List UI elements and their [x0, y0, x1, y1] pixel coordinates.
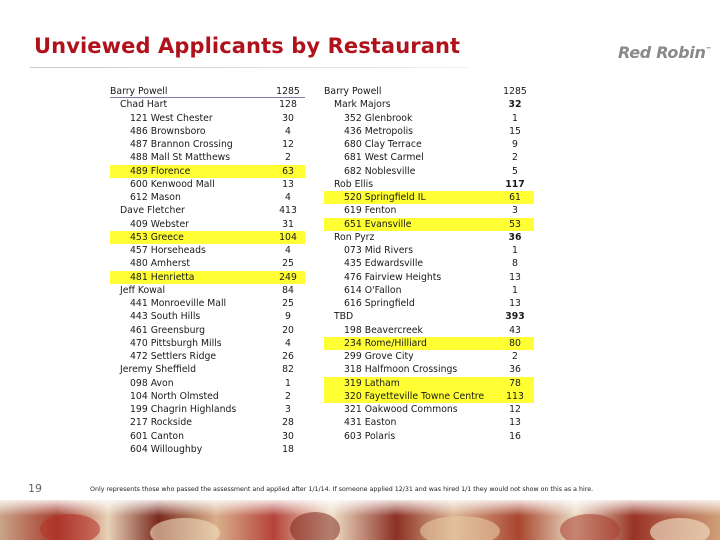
- row-name: 520 Springfield IL: [344, 192, 426, 203]
- restaurant-row: [324, 204, 624, 217]
- row-name: 472 Settlers Ridge: [130, 351, 217, 362]
- manager-row: [324, 178, 624, 191]
- row-count: 43: [509, 324, 521, 336]
- title-divider: [30, 67, 468, 68]
- row-count: 63: [282, 165, 294, 177]
- row-count: 13: [509, 298, 521, 309]
- row-name: 198 Beavercreek: [344, 324, 423, 336]
- row-count: 2: [285, 390, 291, 402]
- row-name: 651 Evansville: [344, 218, 412, 230]
- row-count: 117: [505, 178, 525, 190]
- restaurant-row: [324, 324, 624, 337]
- row-name: 409 Webster: [130, 218, 189, 230]
- row-name: 681 West Carmel: [344, 152, 424, 164]
- row-name: 600 Kenwood Mall: [130, 178, 215, 190]
- restaurant-row: [324, 112, 624, 125]
- row-count: 20: [282, 324, 294, 336]
- restaurant-row: [110, 165, 305, 178]
- restaurant-row: [110, 443, 410, 456]
- row-count: 30: [282, 430, 294, 442]
- row-name: 436 Metropolis: [344, 125, 413, 137]
- row-name: 319 Latham: [344, 377, 400, 389]
- row-name: 121 West Chester: [130, 112, 213, 124]
- restaurant-row: [324, 165, 624, 178]
- row-name: 098 Avon: [130, 377, 174, 389]
- row-count: 13: [282, 178, 294, 190]
- restaurant-row: [110, 271, 305, 284]
- row-name: Mark Majors: [334, 99, 391, 111]
- row-count: 12: [282, 139, 294, 150]
- brand-logo: [618, 43, 711, 62]
- row-name: 614 O'Fallon: [344, 284, 402, 296]
- restaurant-row: [110, 231, 305, 244]
- row-count: 113: [506, 390, 524, 402]
- row-count: 104: [279, 231, 297, 243]
- row-count: 3: [512, 205, 518, 217]
- row-count: 4: [285, 125, 291, 137]
- row-name: Chad Hart: [120, 99, 168, 111]
- footer-photo-band: [0, 500, 720, 540]
- row-name: 488 Mall St Matthews: [130, 152, 231, 164]
- page-title: Unviewed Applicants by Restaurant: [34, 34, 461, 58]
- restaurant-row: [324, 138, 624, 151]
- row-count: 82: [282, 364, 294, 376]
- logo-text: Red Robin: [618, 43, 706, 62]
- row-count: 78: [509, 377, 521, 389]
- row-name: Barry Powell: [324, 86, 382, 97]
- row-count: 393: [505, 311, 525, 323]
- row-name: 318 Halfmoon Crossings: [344, 364, 458, 376]
- row-count: 13: [509, 417, 521, 429]
- row-name: 320 Fayetteville Towne Centre: [344, 390, 485, 402]
- row-count: 31: [282, 218, 294, 230]
- restaurant-row: [324, 218, 534, 231]
- manager-row: [324, 310, 624, 323]
- footer-decor: [650, 518, 710, 540]
- row-count: 9: [512, 139, 518, 150]
- row-name: 486 Brownsboro: [130, 125, 206, 137]
- row-name: 234 Rome/Hilliard: [344, 337, 427, 349]
- row-count: 25: [282, 258, 294, 270]
- restaurant-row: [324, 430, 624, 443]
- row-count: 32: [508, 99, 522, 111]
- restaurant-row: [324, 151, 624, 164]
- row-count: 1: [512, 112, 518, 124]
- row-name: 603 Polaris: [344, 430, 396, 442]
- row-name: TBD: [334, 311, 354, 323]
- footer-decor: [150, 518, 220, 540]
- row-count: 2: [285, 152, 291, 164]
- restaurant-row: [324, 244, 624, 257]
- row-name: 457 Horseheads: [130, 245, 206, 256]
- row-count: 4: [285, 337, 291, 349]
- row-name: Jeff Kowal: [120, 284, 166, 296]
- manager-row: [324, 98, 624, 111]
- row-name: 616 Springfield: [344, 298, 415, 309]
- restaurant-row: [324, 377, 534, 390]
- row-name: 073 Mid Rivers: [344, 245, 414, 256]
- row-count: 36: [508, 231, 522, 243]
- logo-trademark: ™: [705, 46, 712, 54]
- row-count: 12: [509, 404, 521, 415]
- restaurant-row: [324, 390, 534, 403]
- row-count: 13: [509, 271, 521, 283]
- slide-number: 19: [28, 482, 42, 495]
- row-count: 28: [282, 417, 294, 429]
- restaurant-row: [324, 403, 624, 416]
- row-name: 461 Greensburg: [130, 324, 206, 336]
- row-name: 217 Rockside: [130, 417, 192, 429]
- row-count: 61: [509, 192, 521, 203]
- applicants-list-right: [324, 85, 624, 443]
- row-count: 128: [279, 99, 297, 111]
- row-count: 15: [509, 125, 521, 137]
- row-name: 604 Willoughby: [130, 443, 203, 455]
- row-count: 16: [509, 430, 521, 442]
- row-name: Jeremy Sheffield: [120, 364, 197, 376]
- row-name: 453 Greece: [130, 231, 184, 243]
- row-count: 1: [285, 377, 291, 389]
- row-name: Barry Powell: [110, 86, 168, 97]
- row-name: 680 Clay Terrace: [344, 139, 422, 150]
- row-count: 1285: [276, 86, 300, 97]
- row-count: 84: [282, 284, 294, 296]
- row-name: 352 Glenbrook: [344, 112, 413, 124]
- row-name: Rob Ellis: [334, 178, 374, 190]
- footer-decor: [40, 514, 100, 540]
- restaurant-row: [324, 284, 624, 297]
- row-count: 5: [512, 165, 518, 177]
- row-name: 431 Easton: [344, 417, 397, 429]
- director-row: [324, 85, 624, 98]
- row-count: 1285: [503, 86, 527, 97]
- row-count: 18: [282, 443, 294, 455]
- row-count: 3: [285, 404, 291, 415]
- row-count: 80: [509, 337, 521, 349]
- row-name: 487 Brannon Crossing: [130, 139, 233, 150]
- row-count: 30: [282, 112, 294, 124]
- row-name: 441 Monroeville Mall: [130, 298, 227, 309]
- row-count: 2: [512, 152, 518, 164]
- footer-decor: [560, 514, 620, 540]
- row-name: 470 Pittsburgh Mills: [130, 337, 222, 349]
- row-count: 1: [512, 284, 518, 296]
- restaurant-row: [324, 271, 624, 284]
- restaurant-row: [324, 191, 534, 204]
- row-count: 1: [512, 245, 518, 256]
- row-name: 199 Chagrin Highlands: [130, 404, 237, 415]
- row-count: 4: [285, 245, 291, 256]
- row-count: 26: [282, 351, 294, 362]
- row-name: 489 Florence: [130, 165, 191, 177]
- row-name: 619 Fenton: [344, 205, 397, 217]
- row-name: 443 South Hills: [130, 311, 201, 323]
- restaurant-row: [324, 297, 624, 310]
- row-count: 9: [285, 311, 291, 323]
- manager-row: [324, 231, 624, 244]
- row-name: 601 Canton: [130, 430, 185, 442]
- row-name: 480 Amherst: [130, 258, 191, 270]
- row-name: 104 North Olmsted: [130, 390, 219, 402]
- restaurant-row: [324, 350, 624, 363]
- row-count: 25: [282, 298, 294, 309]
- row-name: 435 Edwardsville: [344, 258, 424, 270]
- row-count: 36: [509, 364, 521, 376]
- row-name: 299 Grove City: [344, 351, 414, 362]
- row-name: 476 Fairview Heights: [344, 271, 442, 283]
- footnote: Only represents those who passed the assessment and applied after 1/1/14. If someone applied 12/31 and was hired 1/1 they would not show on this as a hire.: [90, 486, 594, 493]
- row-name: Ron Pyrz: [334, 231, 375, 243]
- row-name: 321 Oakwood Commons: [344, 404, 458, 415]
- restaurant-row: [324, 416, 624, 429]
- restaurant-row: [324, 337, 534, 350]
- row-name: Dave Fletcher: [120, 205, 185, 217]
- row-name: 612 Mason: [130, 192, 181, 203]
- row-count: 4: [285, 192, 291, 203]
- row-count: 249: [279, 271, 297, 283]
- row-name: 481 Henrietta: [130, 271, 195, 283]
- row-count: 8: [512, 258, 518, 270]
- row-count: 53: [509, 218, 521, 230]
- footer-decor: [290, 512, 340, 540]
- row-count: 413: [279, 205, 297, 217]
- restaurant-row: [324, 257, 624, 270]
- restaurant-row: [324, 125, 624, 138]
- row-count: 2: [512, 351, 518, 362]
- footer-decor: [420, 516, 500, 540]
- row-name: 682 Noblesville: [344, 165, 416, 177]
- restaurant-row: [324, 363, 624, 376]
